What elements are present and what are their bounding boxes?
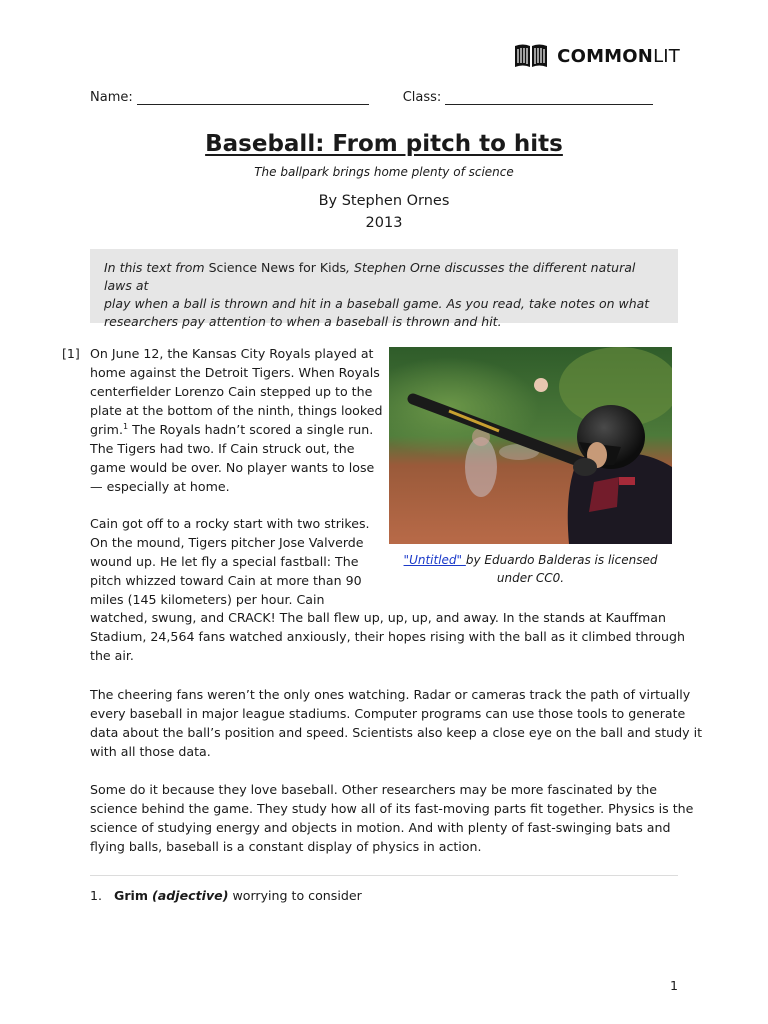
paragraph-3 xyxy=(90,685,703,761)
footnote-term: Grim xyxy=(114,888,148,903)
article-subtitle: The ballpark brings home plenty of science xyxy=(254,165,514,179)
text-line: the air. xyxy=(90,648,134,663)
text-line: The Tigers had two. If Cain struck out, the xyxy=(90,441,355,456)
name-field[interactable] xyxy=(137,90,369,105)
caption-text: by Eduardo Balderas is licensed xyxy=(465,553,658,567)
text-line xyxy=(90,420,376,439)
caption-license: under CC0. xyxy=(496,571,565,585)
class-field[interactable] xyxy=(445,90,653,105)
text-line: Stadium, 24,564 fans watched anxiously, their hopes rising with the ball as it climbed through xyxy=(90,629,685,644)
text-line: watched, swung, and CRACK! The ball flew up, up, up, and away. In the stands at Kauffman xyxy=(90,610,666,625)
footnote xyxy=(90,886,362,905)
footnote-definition: worrying to consider xyxy=(228,888,362,903)
text-line: Cain got off to a rocky start with two strikes. xyxy=(90,516,370,531)
text-line: The cheering fans weren’t the only ones watching. Radar or cameras track the path of virtually xyxy=(90,687,691,702)
footnote-divider xyxy=(90,875,678,876)
text-line: — especially at home. xyxy=(90,479,230,494)
intro-line2: play when a ball is thrown and hit in a baseball game. As you read, take notes on what xyxy=(104,296,650,311)
text-grim: grim. xyxy=(90,422,123,437)
article-title: Baseball: From pitch to hits xyxy=(205,131,563,157)
intro-source: Science News for Kids xyxy=(208,260,347,275)
text-line: science behind the game. They study how all of its fast-moving parts fit together. Physics is the xyxy=(90,801,694,816)
intro-line3: researchers pay attention to when a baseball is thrown and hit. xyxy=(104,314,502,329)
text-line: flying balls, baseball is a constant display of physics in action. xyxy=(90,839,482,854)
text-line: On June 12, the Kansas City Royals played at xyxy=(90,346,374,361)
commonlit-logo xyxy=(513,42,680,70)
text-line: with all those data. xyxy=(90,744,211,759)
logo-text-bold: COMMON xyxy=(557,45,654,67)
text-line: pitch whizzed toward Cain at more than 90 xyxy=(90,573,362,588)
open-book-icon xyxy=(513,42,549,70)
paragraph-number: [1] xyxy=(62,346,80,361)
class-label: Class: xyxy=(402,90,442,105)
photo-caption xyxy=(389,551,672,587)
paragraph-1 xyxy=(90,344,383,496)
text-line: On the mound, Tigers pitcher Jose Valverde xyxy=(90,535,364,550)
intro-lead: In this text from xyxy=(104,260,209,275)
paragraph-4 xyxy=(90,780,694,856)
text-line: science of studying energy and objects in motion. And with plenty of fast-swinging bats and xyxy=(90,820,671,835)
name-label: Name: xyxy=(90,90,133,105)
intro-line1-rest: , Stephen Orne discusses the different natural laws at xyxy=(104,260,636,293)
footnote-marker[interactable]: 1 xyxy=(122,421,129,431)
text-line: every baseball in major league stadiums. Computer programs can use those tools to generate xyxy=(90,706,686,721)
article-year: 2013 xyxy=(365,215,403,231)
logo-text-light: LIT xyxy=(653,45,680,67)
intro-box xyxy=(90,249,678,329)
baseball-photo xyxy=(389,347,672,544)
caption-link[interactable]: "Untitled" xyxy=(403,553,466,567)
text-line: game would be over. No player wants to lose xyxy=(90,460,375,475)
text-line: home against the Detroit Tigers. When Royals xyxy=(90,365,380,380)
article-author: By Stephen Ornes xyxy=(318,193,450,209)
logo-wordmark xyxy=(557,46,680,67)
text-line: miles (145 kilometers) per hour. Cain xyxy=(90,592,325,607)
footnote-pos: (adjective) xyxy=(152,888,229,903)
text-line: centerfielder Lorenzo Cain stepped up to the xyxy=(90,384,373,399)
student-fields xyxy=(90,90,653,105)
text-line: data about the ball’s position and speed. Scientists also keep a close eye on the ball and study it xyxy=(90,725,703,740)
footnote-number: 1. xyxy=(90,888,103,903)
text-royals: The Royals hadn’t scored a single run. xyxy=(132,422,374,437)
text-line: Some do it because they love baseball. Other researchers may be more fascinated by the xyxy=(90,782,657,797)
paragraph-2 xyxy=(90,514,376,609)
batter-illustration xyxy=(389,347,672,544)
text-line: wound up. He let fly a special fastball: The xyxy=(90,554,359,569)
text-line: plate at the bottom of the ninth, things looked xyxy=(90,403,383,418)
paragraph-2-continued xyxy=(90,608,685,665)
page-number: 1 xyxy=(670,978,679,993)
